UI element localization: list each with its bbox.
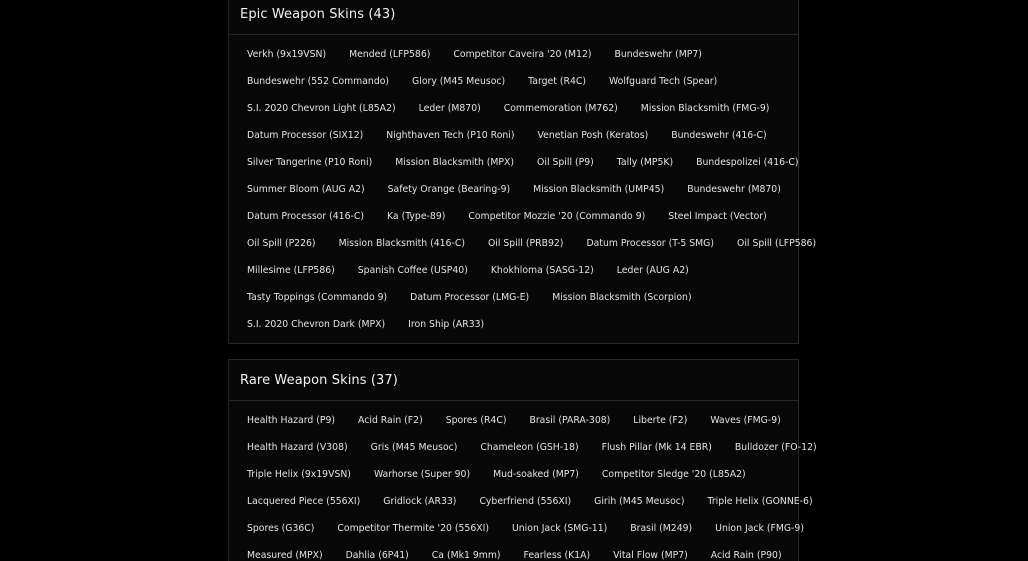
skin-link[interactable]: Millesime (LFP586) <box>247 265 335 277</box>
skin-row <box>237 231 817 258</box>
skin-row <box>237 461 790 488</box>
skin-link[interactable]: Bulldozer (FO-12) <box>734 441 817 453</box>
skin-link[interactable]: Competitor Caveira '20 (M12) <box>453 48 592 60</box>
skin-link[interactable]: Oil Spill (P9) <box>537 156 594 168</box>
skin-link[interactable]: Waves (FMG-9) <box>710 414 781 426</box>
skin-link[interactable]: Oil Spill (LFP586) <box>737 238 817 250</box>
skin-link[interactable]: Leder (M870) <box>418 102 481 114</box>
skin-link[interactable]: Union Jack (SMG-11) <box>511 522 608 534</box>
skin-link[interactable]: Mission Blacksmith (UMP45) <box>533 184 665 196</box>
skin-link[interactable]: Bundeswehr (M870) <box>687 184 781 196</box>
skin-link[interactable]: Target (R4C) <box>528 75 586 87</box>
skin-link[interactable]: Iron Ship (AR33) <box>408 319 485 331</box>
skin-link[interactable]: Khokhloma (SASG-12) <box>490 265 594 277</box>
skin-link[interactable]: Mission Blacksmith (416-C) <box>338 238 465 250</box>
skin-link[interactable]: Lacquered Piece (556XI) <box>247 495 361 507</box>
skin-link[interactable]: Gris (M45 Meusoc) <box>370 441 458 453</box>
skin-row <box>237 488 813 515</box>
skin-link[interactable]: Flush Pillar (Mk 14 EBR) <box>601 441 712 453</box>
skin-link[interactable]: Brasil (PARA-308) <box>529 414 611 426</box>
skin-link[interactable]: Bundeswehr (416-C) <box>671 129 767 141</box>
skin-link[interactable]: Verkh (9x19VSN) <box>247 48 327 60</box>
skin-link[interactable]: Bundespolizei (416-C) <box>696 156 799 168</box>
skin-row <box>237 68 790 95</box>
skin-link[interactable]: Spanish Coffee (USP40) <box>357 265 468 277</box>
skin-link[interactable]: Venetian Posh (Keratos) <box>537 129 649 141</box>
rare-skins-list <box>229 401 817 561</box>
skin-link[interactable]: Competitor Sledge '20 (L85A2) <box>601 468 746 480</box>
skin-link[interactable]: Datum Processor (LMG-E) <box>410 292 530 304</box>
skin-link[interactable]: Chameleon (GSH-18) <box>480 441 579 453</box>
skin-link[interactable]: S.I. 2020 Chevron Dark (MPX) <box>247 319 386 331</box>
epic-skins-header <box>229 0 798 35</box>
skin-link[interactable]: Spores (G36C) <box>247 522 315 534</box>
rare-skins-header <box>229 360 798 401</box>
skin-link[interactable]: Mended (LFP586) <box>349 48 431 60</box>
skin-link[interactable]: Silver Tangerine (P10 Roni) <box>247 156 373 168</box>
rare-skins-card <box>228 359 817 561</box>
skin-link[interactable]: Competitor Thermite '20 (556XI) <box>337 522 489 534</box>
skin-link[interactable]: Leder (AUG A2) <box>616 265 689 277</box>
skin-row <box>237 407 790 434</box>
skin-link[interactable]: Triple Helix (9x19VSN) <box>247 468 351 480</box>
skin-link[interactable]: Union Jack (FMG-9) <box>715 522 804 534</box>
skin-link[interactable]: Mud-soaked (MP7) <box>493 468 579 480</box>
skin-row <box>237 542 790 561</box>
skin-link[interactable]: Health Hazard (P9) <box>247 414 336 426</box>
skin-link[interactable]: Brasil (M249) <box>630 522 693 534</box>
skin-row <box>237 149 799 176</box>
skin-link[interactable]: Nighthaven Tech (P10 Roni) <box>386 129 515 141</box>
skin-link[interactable]: Dahlia (6P41) <box>345 550 409 561</box>
skin-link[interactable]: Safety Orange (Bearing-9) <box>387 184 511 196</box>
skin-link[interactable]: Health Hazard (V308) <box>247 441 348 453</box>
skin-link[interactable]: Mission Blacksmith (MPX) <box>395 156 515 168</box>
skin-row <box>237 122 790 149</box>
skin-link[interactable]: Mission Blacksmith (Scorpion) <box>552 292 692 304</box>
epic-skins-card <box>228 0 817 344</box>
skin-link[interactable]: Tasty Toppings (Commando 9) <box>247 292 388 304</box>
skin-link[interactable]: Wolfguard Tech (Spear) <box>608 75 718 87</box>
skin-link[interactable]: Summer Bloom (AUG A2) <box>247 184 365 196</box>
skin-link[interactable]: Spores (R4C) <box>445 414 507 426</box>
skin-row <box>237 41 790 68</box>
skin-link[interactable]: Glory (M45 Meusoc) <box>412 75 506 87</box>
skin-row <box>237 285 790 312</box>
skin-row <box>237 312 790 339</box>
skin-link[interactable]: Cyberfriend (556XI) <box>479 495 572 507</box>
skin-row <box>237 258 790 285</box>
skin-row <box>237 515 804 542</box>
skin-link[interactable]: Bundeswehr (552 Commando) <box>247 75 390 87</box>
skin-link[interactable]: Gridlock (AR33) <box>383 495 457 507</box>
skin-link[interactable]: Acid Rain (F2) <box>358 414 423 426</box>
skin-link[interactable]: Competitor Mozzie '20 (Commando 9) <box>468 211 646 223</box>
skin-link[interactable]: Warhorse (Super 90) <box>373 468 471 480</box>
skin-link[interactable]: Acid Rain (P90) <box>710 550 782 561</box>
skin-link[interactable]: Liberte (F2) <box>633 414 688 426</box>
skin-link[interactable]: Tally (MP5K) <box>616 156 674 168</box>
skin-link[interactable]: Mission Blacksmith (FMG-9) <box>640 102 770 114</box>
epic-skins-title: Epic Weapon Skins (43) <box>240 7 396 22</box>
skin-row <box>237 204 790 231</box>
rare-skins-title: Rare Weapon Skins (37) <box>240 372 398 388</box>
skin-link[interactable]: Datum Processor (416-C) <box>247 211 364 223</box>
skin-link[interactable]: Ca (Mk1 9mm) <box>431 550 501 561</box>
skin-link[interactable]: Girih (M45 Meusoc) <box>594 495 685 507</box>
skin-link[interactable]: Datum Processor (SIX12) <box>247 129 364 141</box>
skin-link[interactable]: Bundeswehr (MP7) <box>614 48 702 60</box>
skin-link[interactable]: S.I. 2020 Chevron Light (L85A2) <box>247 102 396 114</box>
skin-link[interactable]: Measured (MPX) <box>247 550 323 561</box>
skin-link[interactable]: Oil Spill (PRB92) <box>487 238 564 250</box>
skin-link[interactable]: Oil Spill (P226) <box>247 238 316 250</box>
skin-row <box>237 95 790 122</box>
skin-link[interactable]: Ka (Type-89) <box>386 211 446 223</box>
epic-skins-list <box>229 35 817 339</box>
skin-row <box>237 176 790 203</box>
skin-link[interactable]: Commemoration (M762) <box>503 102 618 114</box>
skin-link[interactable]: Fearless (K1A) <box>523 550 591 561</box>
skin-row <box>237 434 817 461</box>
skin-link[interactable]: Vital Flow (MP7) <box>613 550 688 561</box>
skin-link[interactable]: Triple Helix (GONNE-6) <box>707 495 813 507</box>
skin-link[interactable]: Steel Impact (Vector) <box>668 211 767 223</box>
skin-link[interactable]: Datum Processor (T-5 SMG) <box>586 238 715 250</box>
